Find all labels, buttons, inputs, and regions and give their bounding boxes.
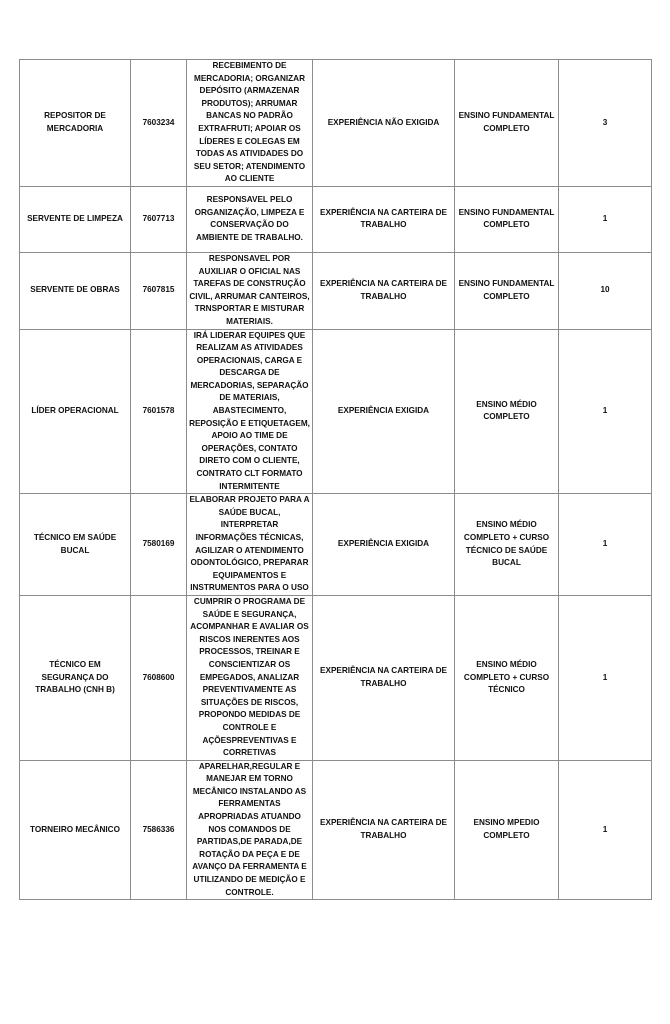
job-code-cell: 7607815 <box>131 252 187 329</box>
job-activities-cell: RESPONSAVEL POR AUXILIAR O OFICIAL NAS TAREFAS DE CONSTRUÇÃO CIVIL, ARRUMAR CANTEIROS, TRNSPORTAR E MISTURAR MATERIAIS. <box>187 252 313 329</box>
job-activities-cell: CUMPRIR O PROGRAMA DE SAÚDE E SEGURANÇA, ACOMPANHAR E AVALIAR OS RISCOS INERENTES AOS PROCESSOS, TREINAR E CONSCIENTIZAR OS EMPEGADOS, ANALIZAR PREVENTIVAMENTE AS SITUAÇÕES DE RISCOS, PROPONDO MEDIDAS DE CONTROLE E AÇÕESPREVENTIVAS E CORRETIVAS <box>187 595 313 760</box>
job-activities-cell: APARELHAR,REGULAR E MANEJAR EM TORNO MECÂNICO INSTALANDO AS FERRAMENTAS APROPRIADAS ATUANDO NOS COMANDOS DE PARTIDAS,DE PARADA,DE ROTAÇÃO DA PEÇA E DE AVANÇO DA FERRAMENTA E UTILIZANDO DE MEDIÇÃO E CONTROLE. <box>187 760 313 900</box>
education-cell: ENSINO MÉDIO COMPLETO <box>455 329 559 494</box>
job-title-cell: REPOSITOR DE MERCADORIA <box>20 60 131 187</box>
vacancies-cell: 1 <box>559 760 652 900</box>
vacancies-cell: 3 <box>559 60 652 187</box>
education-cell: ENSINO FUNDAMENTAL COMPLETO <box>455 186 559 252</box>
experience-cell: EXPERIÊNCIA NÃO EXIGIDA <box>313 60 455 187</box>
job-title-cell: TÉCNICO EM SAÚDE BUCAL <box>20 494 131 596</box>
job-code-cell: 7586336 <box>131 760 187 900</box>
experience-cell: EXPERIÊNCIA EXIGIDA <box>313 494 455 596</box>
job-code-cell: 7601578 <box>131 329 187 494</box>
vacancies-cell: 1 <box>559 186 652 252</box>
table-row <box>20 595 652 760</box>
job-activities-cell: IRÁ LIDERAR EQUIPES QUE REALIZAM AS ATIVIDADES OPERACIONAIS, CARGA E DESCARGA DE MERCADORIAS, SEPARAÇÃO DE MATERIAIS, ABASTECIMENTO, REPOSIÇÃO E ETIQUETAGEM, APOIO AO TIME DE OPERAÇÕES, CONTATO DIRETO COM O CLIENTE, CONTRATO CLT FORMATO INTERMITENTE <box>187 329 313 494</box>
job-activities-cell: ELABORAR PROJETO PARA A SAÚDE BUCAL, INTERPRETAR INFORMAÇÕES TÉCNICAS, AGILIZAR O ATENDIMENTO ODONTOLÓGICO, PREPARAR EQUIPAMENTOS E INSTRUMENTOS PARA O USO <box>187 494 313 596</box>
education-cell: ENSINO FUNDAMENTAL COMPLETO <box>455 252 559 329</box>
job-code-cell: 7608600 <box>131 595 187 760</box>
vacancies-cell: 1 <box>559 494 652 596</box>
table-row <box>20 494 652 596</box>
job-activities-cell: RESPONSAVEL PELO ORGANIZAÇÃO, LIMPEZA E CONSERVAÇÃO DO AMBIENTE DE TRABALHO. <box>187 186 313 252</box>
job-title-cell: SERVENTE DE OBRAS <box>20 252 131 329</box>
vacancies-cell: 1 <box>559 329 652 494</box>
job-title-cell: LÍDER OPERACIONAL <box>20 329 131 494</box>
table-row <box>20 252 652 329</box>
job-activities-cell: RECEBIMENTO DE MERCADORIA; ORGANIZAR DEPÓSITO (ARMAZENAR PRODUTOS); ARRUMAR BANCAS NO PADRÃO EXTRAFRUTI; APOIAR OS LÍDERES E COLEGAS EM TODAS AS ATIVIDADES DO SEU SETOR; ATENDIMENTO AO CLIENTE <box>187 60 313 187</box>
job-openings-table <box>19 59 652 900</box>
experience-cell: EXPERIÊNCIA NA CARTEIRA DE TRABALHO <box>313 595 455 760</box>
job-code-cell: 7607713 <box>131 186 187 252</box>
education-cell: ENSINO MÉDIO COMPLETO + CURSO TÉCNICO <box>455 595 559 760</box>
table-row <box>20 329 652 494</box>
education-cell: ENSINO MPEDIO COMPLETO <box>455 760 559 900</box>
table-row <box>20 60 652 187</box>
experience-cell: EXPERIÊNCIA NA CARTEIRA DE TRABALHO <box>313 252 455 329</box>
job-title-cell: TORNEIRO MECÂNICO <box>20 760 131 900</box>
vacancies-cell: 10 <box>559 252 652 329</box>
vacancies-cell: 1 <box>559 595 652 760</box>
experience-cell: EXPERIÊNCIA EXIGIDA <box>313 329 455 494</box>
education-cell: ENSINO FUNDAMENTAL COMPLETO <box>455 60 559 187</box>
job-code-cell: 7603234 <box>131 60 187 187</box>
table-row <box>20 186 652 252</box>
education-cell: ENSINO MÉDIO COMPLETO + CURSO TÉCNICO DE SAÚDE BUCAL <box>455 494 559 596</box>
job-title-cell: SERVENTE DE LIMPEZA <box>20 186 131 252</box>
table-row <box>20 760 652 900</box>
experience-cell: EXPERIÊNCIA NA CARTEIRA DE TRABALHO <box>313 760 455 900</box>
job-code-cell: 7580169 <box>131 494 187 596</box>
experience-cell: EXPERIÊNCIA NA CARTEIRA DE TRABALHO <box>313 186 455 252</box>
job-title-cell: TÉCNICO EM SEGURANÇA DO TRABALHO (CNH B) <box>20 595 131 760</box>
